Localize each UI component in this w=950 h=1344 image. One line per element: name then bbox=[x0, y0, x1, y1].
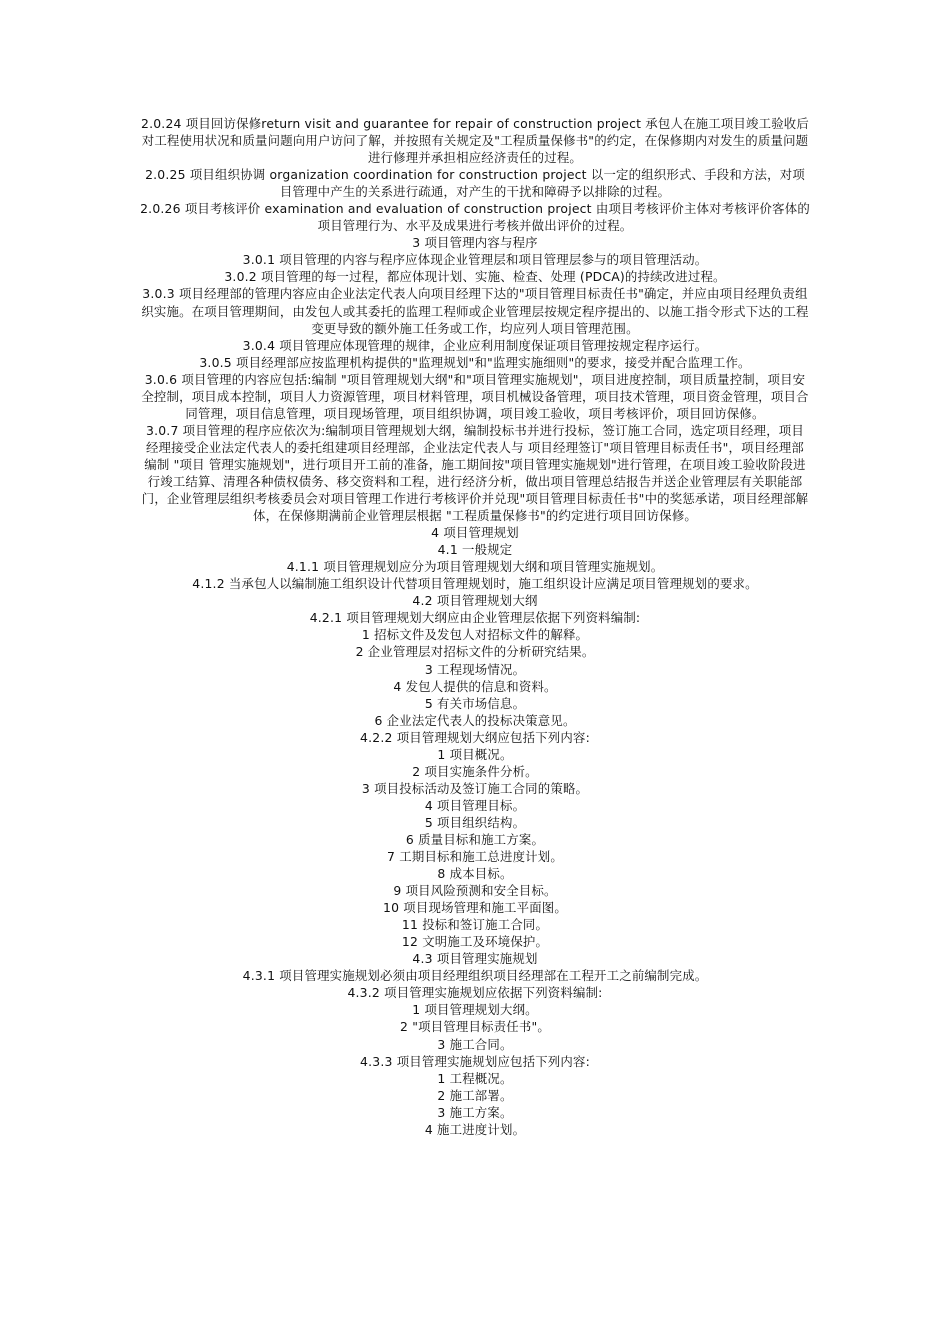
list-item: 4 施工进度计划。 bbox=[424, 1121, 526, 1137]
list-item: 6 质量目标和施工方案。 bbox=[405, 831, 545, 847]
list-item: 10 项目现场管理和施工平面图。 bbox=[383, 900, 567, 916]
document-page bbox=[140, 115, 810, 1138]
paragraph: 3.0.6 项目管理的内容应包括:编制 "项目管理规划大纲"和"项目管理实施规划"，项目进度控制，项目质量控制，项目安全控制，项目成本控制，项目人力资源管理，项目材料管理，项目机械设备管理，项目技术管理，项目资金管理，项目合同管理，项目信息管理，项目现场管理，项目组织协调，项目竣工验收，项目考核评价，项目回访保修。 bbox=[141, 371, 809, 421]
list-item: 7 工期目标和施工总进度计划。 bbox=[387, 849, 563, 865]
list-item: 9 项目风险预测和安全目标。 bbox=[393, 883, 557, 899]
list-item: 4 项目管理目标。 bbox=[424, 797, 526, 813]
subsection-heading: 4.3 项目管理实施规划 bbox=[412, 951, 538, 967]
paragraph: 2.0.25 项目组织协调 organization coordination for construction project 以一定的组织形式、手段和方法，对项目管理中产生的关系进行疏通，对产生的干扰和障碍予以排除的过程。 bbox=[145, 167, 805, 200]
paragraph: 4.2.1 项目管理规划大纲应由企业管理层依据下列资料编制: bbox=[309, 610, 641, 626]
list-item: 1 项目概况。 bbox=[437, 746, 513, 762]
subsection-heading: 4.1 一般规定 bbox=[437, 542, 513, 558]
paragraph: 4.1.2 当承包人以编制施工组织设计代替项目管理规划时，施工组织设计应满足项目管理规划的要求。 bbox=[192, 576, 758, 592]
section-heading: 4 项目管理规划 bbox=[431, 525, 519, 541]
list-item: 5 有关市场信息。 bbox=[424, 695, 526, 711]
list-item: 2 "项目管理目标责任书"。 bbox=[400, 1019, 550, 1035]
list-item: 1 招标文件及发包人对招标文件的解释。 bbox=[361, 627, 589, 643]
subsection-heading: 4.2 项目管理规划大纲 bbox=[412, 593, 538, 609]
paragraph: 2.0.24 项目回访保修return visit and guarantee for repair of construction project 承包人在施工项目竣工验收后对工程使用状况和质量问题向用户访问了解，并按照有关规定及"工程质量保修书"的约定，在保修期内对发生的质量问题进行修理并承担相应经济责任的过程。 bbox=[141, 116, 809, 166]
list-item: 2 项目实施条件分析。 bbox=[412, 763, 538, 779]
list-item: 3 施工方案。 bbox=[437, 1104, 513, 1120]
list-item: 4 发包人提供的信息和资料。 bbox=[393, 678, 557, 694]
paragraph: 3.0.2 项目管理的每一过程，都应体现计划、实施、检查、处理 (PDCA)的持续改进过程。 bbox=[224, 269, 726, 285]
paragraph: 4.3.1 项目管理实施规划必须由项目经理组织项目经理部在工程开工之前编制完成。 bbox=[242, 968, 708, 984]
list-item: 3 项目投标活动及签订施工合同的策略。 bbox=[361, 780, 589, 796]
paragraph: 3.0.5 项目经理部应按监理机构提供的"监理规划"和"监理实施细则"的要求，接受并配合监理工作。 bbox=[199, 354, 751, 370]
list-item: 8 成本目标。 bbox=[437, 866, 513, 882]
paragraph: 3.0.4 项目管理应体现管理的规律，企业应利用制度保证项目管理按规定程序运行。 bbox=[242, 337, 708, 353]
list-item: 5 项目组织结构。 bbox=[424, 814, 526, 830]
paragraph: 4.1.1 项目管理规划应分为项目管理规划大纲和项目管理实施规划。 bbox=[286, 559, 664, 575]
paragraph: 3.0.7 项目管理的程序应依次为:编制项目管理规划大纲，编制投标书并进行投标，签订施工合同，选定项目经理，项目经理接受企业法定代表人的委托组建项目经理部，企业法定代表人与 项目经理签订"项目管理目标责任书"，项目经理部编制 "项目 管理实施规划"，进行项目开工前的准备，施工期间按"项目管理实施规划"进行管理，在项目竣工验收阶段进行竣工结算、清理各种债权债务、移交资料和工程，进行经济分析，做出项目管理总结报告并送企业管理层有关职能部门，企业管理层组织考核委员会对项目管理工作进行考核评价并兑现"项目管理目标责任书"中的奖惩承诺，项目经理部解体，在保修期满前企业管理层根据 "工程质量保修书"的约定进行项目回访保修。 bbox=[141, 422, 809, 524]
section-heading: 3 项目管理内容与程序 bbox=[412, 235, 538, 251]
paragraph: 3.0.3 项目经理部的管理内容应由企业法定代表人向项目经理下达的"项目管理目标责任书"确定，并应由项目经理负责组织实施。在项目管理期间，由发包人或其委托的监理工程师或企业管理层按规定程序提出的、以施工指令形式下达的工程变更导致的额外施工任务或工作，均应列人项目管理范围。 bbox=[141, 286, 809, 336]
list-item: 11 投标和签订施工合同。 bbox=[401, 917, 549, 933]
list-item: 6 企业法定代表人的投标决策意见。 bbox=[374, 712, 576, 728]
paragraph: 4.3.3 项目管理实施规划应包括下列内容: bbox=[360, 1053, 590, 1069]
list-item: 3 工程现场情况。 bbox=[424, 661, 526, 677]
paragraph: 4.3.2 项目管理实施规划应依据下列资料编制: bbox=[347, 985, 603, 1001]
paragraph: 4.2.2 项目管理规划大纲应包括下列内容: bbox=[360, 729, 590, 745]
list-item: 2 企业管理层对招标文件的分析研究结果。 bbox=[355, 644, 595, 660]
list-item: 3 施工合同。 bbox=[437, 1036, 513, 1052]
paragraph: 3.0.1 项目管理的内容与程序应体现企业管理层和项目管理层参与的项目管理活动。 bbox=[242, 252, 708, 268]
list-item: 1 工程概况。 bbox=[437, 1070, 513, 1086]
paragraph: 2.0.26 项目考核评价 examination and evaluation of construction project 由项目考核评价主体对考核评价客体的项目管理行为、水平及成果进行考核并做出评价的过程。 bbox=[140, 201, 810, 234]
list-item: 2 施工部署。 bbox=[437, 1087, 513, 1103]
list-item: 12 文明施工及环境保护。 bbox=[401, 934, 549, 950]
list-item: 1 项目管理规划大纲。 bbox=[412, 1002, 538, 1018]
